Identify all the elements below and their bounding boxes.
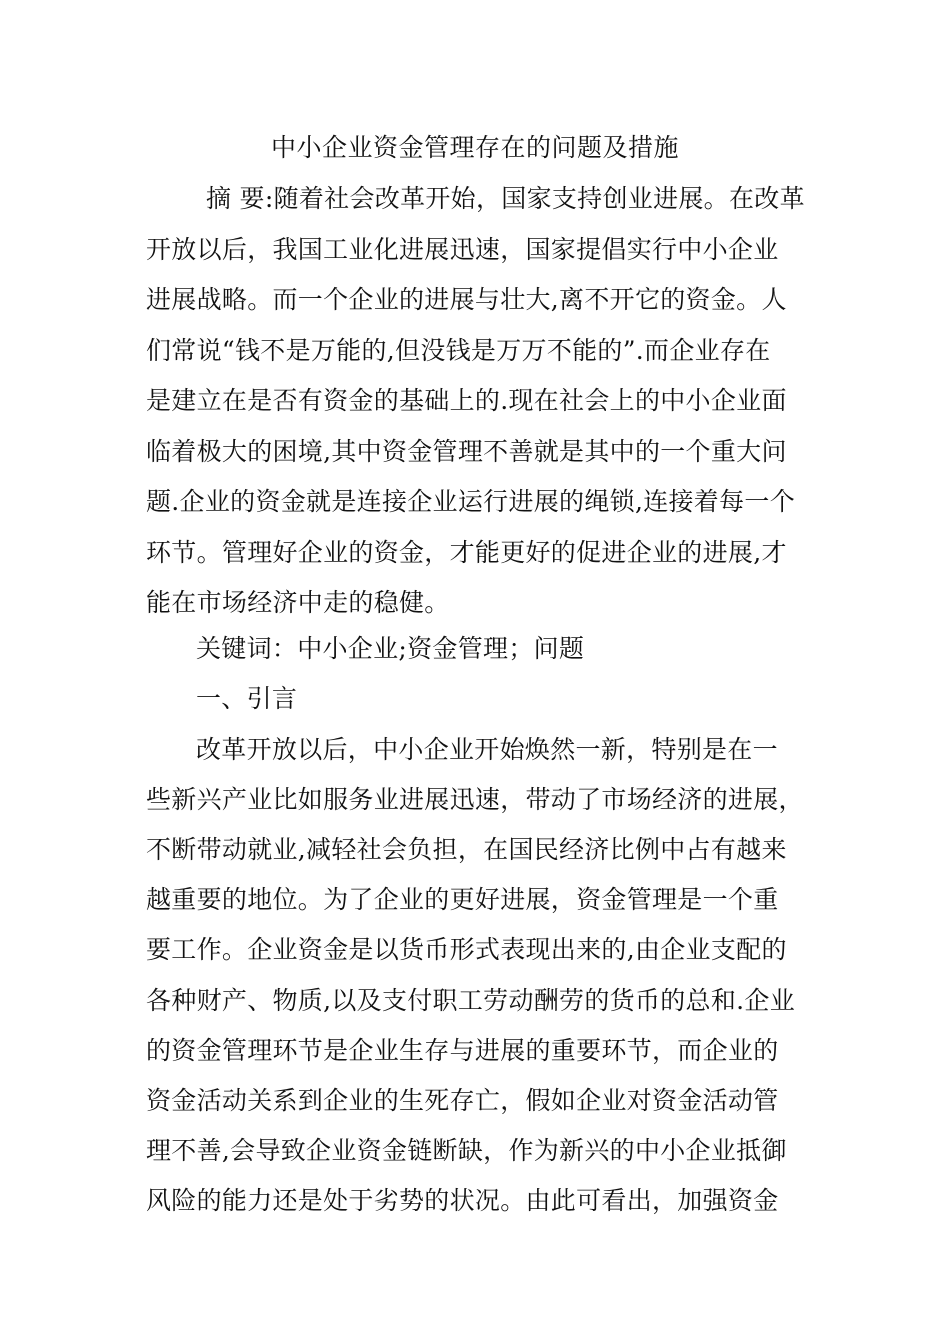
intro-line: 不断带动就业,减轻社会负担，在国民经济比例中占有越来 (146, 835, 787, 864)
keywords-line: 关键词：中小企业;资金管理；问题 (196, 634, 585, 663)
abstract-line: 临着极大的困境,其中资金管理不善就是其中的一个重大问 (146, 437, 787, 466)
section-heading: 一、引言 (196, 684, 298, 713)
abstract-line: 环节。管理好企业的资金，才能更好的促进企业的进展,才 (146, 538, 787, 567)
abstract-line: 进展战略。而一个企业的进展与壮大,离不开它的资金。人 (146, 285, 787, 314)
intro-line: 风险的能力还是处于劣势的状况。由此可看出，加强资金 (146, 1186, 779, 1215)
abstract-line: 题.企业的资金就是连接企业运行进展的绳锁,连接着每一个 (146, 487, 795, 516)
document-title: 中小企业资金管理存在的问题及措施 (270, 133, 679, 162)
abstract-line: 是建立在是否有资金的基础上的.现在社会上的中小企业面 (146, 386, 787, 415)
intro-line: 的资金管理环节是企业生存与进展的重要环节，而企业的 (146, 1036, 779, 1065)
abstract-line: 摘 要:随着社会改革开始，国家支持创业进展。在改革 (206, 184, 805, 213)
intro-line: 各种财产、物质,以及支付职工劳动酬劳的货币的总和.企业 (146, 986, 795, 1015)
intro-line: 理不善,会导致企业资金链断缺，作为新兴的中小企业抵御 (146, 1136, 787, 1165)
intro-line: 些新兴产业比如服务业进展迅速，带动了市场经济的进展， (146, 785, 804, 814)
intro-line: 资金活动关系到企业的生死存亡，假如企业对资金活动管 (146, 1086, 779, 1115)
abstract-line: 开放以后，我国工业化进展迅速，国家提倡实行中小企业 (146, 235, 779, 264)
intro-line: 改革开放以后，中小企业开始焕然一新，特别是在一 (196, 735, 778, 764)
intro-line: 越重要的地位。为了企业的更好进展，资金管理是一个重 (146, 885, 779, 914)
abstract-line: 们常说“钱不是万能的,但没钱是万万不能的”.而企业存在 (146, 336, 771, 365)
abstract-line: 能在市场经济中走的稳健。 (146, 588, 450, 617)
intro-line: 要工作。企业资金是以货币形式表现出来的,由企业支配的 (146, 935, 787, 964)
